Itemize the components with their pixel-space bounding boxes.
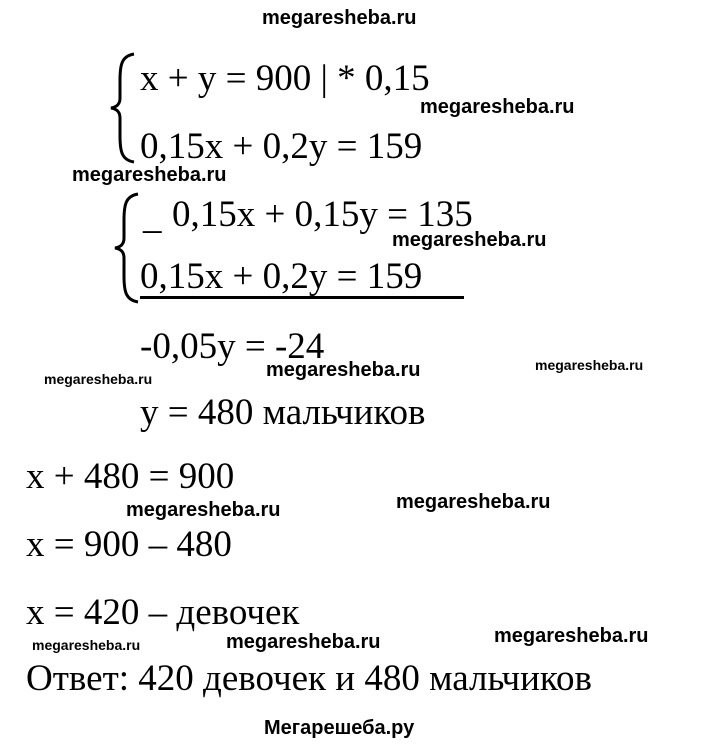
answer: Ответ: 420 девочек и 480 мальчиков bbox=[26, 658, 592, 699]
watermark: megaresheba.ru bbox=[72, 164, 227, 186]
left-brace-icon bbox=[108, 50, 138, 165]
watermark: megaresheba.ru bbox=[32, 637, 141, 653]
system1-eq1: x + y = 900 | * 0,15 bbox=[140, 58, 430, 99]
watermark: megaresheba.ru bbox=[494, 625, 649, 647]
step-1: -0,05y = -24 bbox=[140, 326, 325, 367]
step-5: x = 420 – девочек bbox=[26, 592, 300, 633]
step-3: x + 480 = 900 bbox=[26, 456, 235, 497]
watermark-top: megaresheba.ru bbox=[262, 7, 417, 29]
watermark: megaresheba.ru bbox=[420, 96, 575, 118]
watermark: megaresheba.ru bbox=[396, 491, 551, 513]
system2-eq1: 0,15x + 0,15y = 135 bbox=[172, 194, 473, 235]
minus-sign: _ bbox=[143, 196, 162, 237]
watermark: megaresheba.ru bbox=[392, 229, 547, 251]
watermark-bottom: Мегарешеба.ру bbox=[264, 717, 415, 739]
step-2: y = 480 мальчиков bbox=[140, 392, 426, 433]
watermark: megaresheba.ru bbox=[44, 371, 153, 387]
left-brace-icon bbox=[112, 190, 142, 305]
watermark: megaresheba.ru bbox=[126, 499, 281, 521]
watermark: megaresheba.ru bbox=[226, 631, 381, 653]
system1-eq2: 0,15x + 0,2y = 159 bbox=[140, 126, 423, 167]
step-4: x = 900 – 480 bbox=[26, 524, 232, 565]
watermark: megaresheba.ru bbox=[535, 357, 644, 373]
system2-eq2: 0,15x + 0,2y = 159 bbox=[140, 258, 464, 299]
watermark: megaresheba.ru bbox=[266, 359, 421, 381]
